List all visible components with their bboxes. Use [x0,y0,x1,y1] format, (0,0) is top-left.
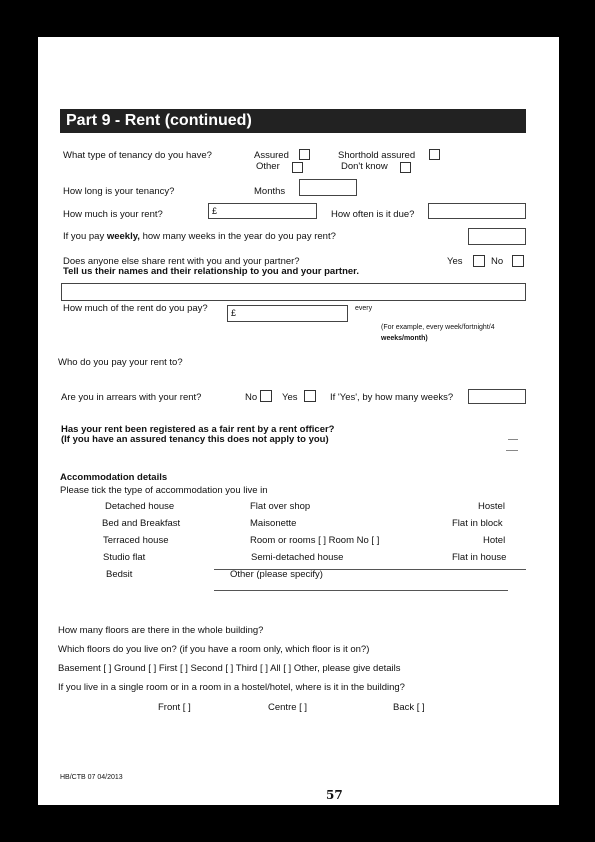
floor-options[interactable]: Basement [ ] Ground [ ] First [ ] Second [ ] Third [ ] All [ ] Other, please give details [58,663,401,674]
form-page [38,37,559,805]
accommodation-option[interactable]: Flat in block [452,518,503,529]
dont-know-label: Don't know [341,161,388,172]
accommodation-option[interactable]: Flat over shop [250,501,311,512]
currency-symbol: £ [231,308,237,318]
landlord-question: Who do you pay your rent to? [58,357,183,368]
shorthold-checkbox[interactable] [429,149,440,160]
accommodation-option[interactable]: Hostel [478,501,505,512]
rent-frequency-question: How often is it due? [331,209,415,220]
share-question: Does anyone else share rent with you and your partner? [63,256,300,267]
accommodation-instruction: Please tick the type of accommodation you live in [60,485,268,496]
arrears-no-checkbox[interactable] [260,390,272,402]
months-label: Months [254,186,286,197]
back-option[interactable]: Back [ ] [393,702,425,713]
other-specify-line[interactable] [214,590,508,591]
fair-rent-question: Has your rent been registered as a fair rent by a rent officer? [61,424,335,435]
accommodation-option[interactable]: Terraced house [103,535,169,546]
dont-know-checkbox[interactable] [400,162,411,173]
accommodation-option[interactable]: Semi-detached house [251,552,344,563]
floors-question: How many floors are there in the whole building? [58,625,264,636]
frequency-example-continued: weeks/month) [381,335,428,342]
accommodation-option[interactable]: Flat in house [452,552,507,563]
accommodation-option[interactable]: Maisonette [250,518,297,529]
accommodation-option[interactable]: Detached house [105,501,175,512]
arrears-weeks-input[interactable] [468,389,526,404]
fair-rent-note: (If you have an assured tenancy this does not apply to you) [61,434,329,445]
front-option[interactable]: Front [ ] [158,702,191,713]
form-code: HB/CTB 07 04/2013 [60,774,123,781]
rent-question: How much is your rent? [63,209,163,220]
share-no-label: No [491,256,504,267]
rent-frequency-input[interactable] [428,203,526,219]
tenancy-length-question: How long is your tenancy? [63,186,175,197]
floor-live-question: Which floors do you live on? (if you have a room only, which floor is it on?) [58,644,370,655]
accommodation-option[interactable]: Bedsit [106,569,133,580]
currency-symbol: £ [212,206,218,216]
weeks-per-year-input[interactable] [468,228,526,245]
accommodation-title: Accommodation details [60,472,168,483]
frequency-example: (For example, every week/fortnight/4 [381,324,495,331]
other-label: Other [256,161,280,172]
accommodation-option[interactable]: Bed and Breakfast [102,518,181,529]
shorthold-label: Shorthold assured [338,150,416,161]
page-number: 57 [326,788,343,802]
share-yes-label: Yes [447,256,463,267]
accommodation-option[interactable]: Hotel [483,535,506,546]
assured-label: Assured [254,150,289,161]
other-checkbox[interactable] [292,162,303,173]
accommodation-option[interactable]: Studio flat [103,552,146,563]
centre-option[interactable]: Centre [ ] [268,702,308,713]
rent-share-input[interactable] [227,305,348,322]
share-names-instruction: Tell us their names and their relationship to you and your partner. [63,266,359,277]
share-no-checkbox[interactable] [512,255,524,267]
arrears-no-label: No [245,392,258,403]
fair-rent-mark [506,450,518,451]
arrears-yes-checkbox[interactable] [304,390,316,402]
every-label: every [355,305,373,312]
assured-checkbox[interactable] [299,149,310,160]
share-names-input[interactable] [61,283,526,301]
fair-rent-mark [508,439,518,440]
share-yes-checkbox[interactable] [473,255,485,267]
arrears-weeks-question: If 'Yes', by how many weeks? [330,392,454,403]
accommodation-option[interactable]: Other (please specify) [230,569,323,580]
room-position-question: If you live in a single room or in a room in a hostel/hotel, where is it in the building? [58,682,405,693]
section-header: Part 9 - Rent (continued) [60,109,526,133]
accommodation-option[interactable]: Room or rooms [ ] Room No [ ] [250,535,380,546]
tenancy-question: What type of tenancy do you have? [63,150,212,161]
arrears-yes-label: Yes [282,392,298,403]
months-input[interactable] [299,179,357,196]
arrears-question: Are you in arrears with your rent? [61,392,202,403]
rent-amount-input[interactable] [208,203,317,219]
weekly-question: If you pay weekly, how many weeks in the year do you pay rent? [63,231,336,242]
rent-share-question: How much of the rent do you pay? [63,303,208,314]
